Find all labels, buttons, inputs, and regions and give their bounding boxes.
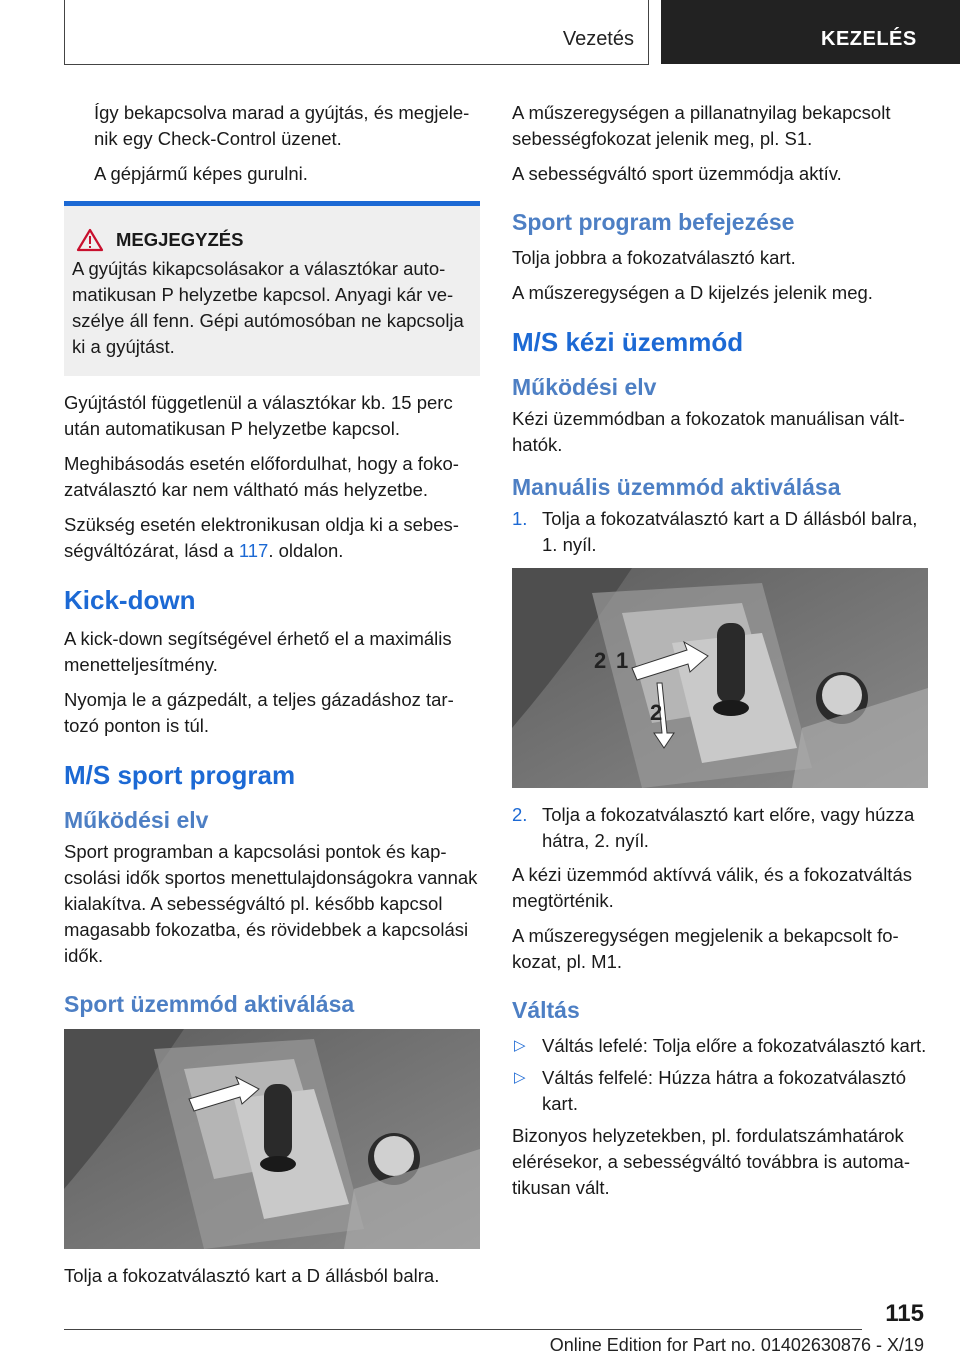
heading-shift: Váltás — [512, 997, 580, 1023]
left-column — [64, 100, 480, 1298]
right-column — [512, 100, 928, 1210]
gear-selector-photo-right — [512, 568, 928, 788]
warning-icon — [76, 228, 104, 252]
paragraph — [64, 512, 480, 564]
header-section — [64, 0, 649, 64]
paragraph: Tolja jobbra a fokozatválasztó kart. — [512, 247, 796, 268]
paragraph: Meghibásodás esetén előfordulhat, hogy a fokozatválasztó kar nem váltható más helyzetbe. — [64, 453, 459, 500]
paragraph: A gépjármű képes gurulni. — [94, 163, 308, 184]
heading-ms-manual: M/S kézi üzemmód — [512, 327, 744, 357]
triangle-bullet-icon: ▷ — [514, 1037, 526, 1054]
header-chapter-title: KEZELÉS — [821, 28, 917, 50]
heading-sport-end: Sport program befejezése — [512, 209, 795, 235]
paragraph: A műszeregységen a D kijelzés jelenik meg. — [512, 282, 873, 303]
note-text: A gyújtás kikapcsolásakor a választókar automatikusan P helyzetbe kapcsol. Anyagi kár veszélye áll fenn. Gépi autómosóban ne kapcsolja ki a gyújtást. — [72, 258, 464, 357]
arrow-label-1: 1 — [616, 648, 629, 673]
photo-caption: Tolja a fokozatválasztó kart a D állásból balra. — [64, 1265, 440, 1286]
text: Szükség esetén elektronikusan oldja ki a sebességváltózárat, lásd a — [64, 514, 459, 561]
page-number: 115 — [885, 1300, 924, 1327]
arrow-label-2-top: 2 — [594, 648, 607, 673]
paragraph: A műszeregységen a pillanatnyilag bekapcsolt sebességfokozat jelenik meg, pl. S1. — [512, 102, 891, 149]
header-chapter — [661, 0, 960, 64]
paragraph: A kézi üzemmód aktívvá válik, és a fokozatváltás megtörténik. — [512, 864, 912, 911]
step-text: Tolja a fokozatválasztó kart előre, vagy húzza hátra, 2. nyíl. — [542, 804, 915, 851]
step-number: 1. — [512, 508, 528, 529]
paragraph: Bizonyos helyzetekben, pl. fordulatszámhatárok elérésekor, a sebességváltó továbbra is automatikusan vált. — [512, 1125, 910, 1198]
list-item — [512, 1033, 928, 1059]
step-number: 2. — [512, 804, 528, 825]
paragraph: Sport programban a kapcsolási pontok és kapcsolási idők sportos menettulajdonságokra vannak kialakítva. A sebességváltó pl. később kapcsol magasabb fokozatba, és rövidebbek a kapcsolási idők. — [64, 841, 478, 966]
triangle-bullet-icon: ▷ — [514, 1069, 526, 1086]
gear-selector-photo-left — [64, 1029, 480, 1249]
list-item — [512, 506, 928, 558]
list-text: Váltás felfelé: Húzza hátra a fokozatválasztó kart. — [542, 1067, 907, 1114]
heading-kickdown: Kick-down — [64, 585, 196, 615]
paragraph: Így bekapcsolva marad a gyújtás, és megjelenik egy Check-Control üzenet. — [94, 102, 470, 149]
steps-list — [512, 506, 928, 558]
note-title: MEGJEGYZÉS — [116, 229, 244, 250]
heading-manual-activate: Manuális üzemmód aktiválása — [512, 474, 841, 500]
paragraph: A sebességváltó sport üzemmódja aktív. — [512, 163, 842, 184]
footer-divider — [64, 1329, 862, 1330]
step-text: Tolja a fokozatválasztó kart a D állásból balra, 1. nyíl. — [542, 508, 918, 555]
steps-list — [512, 802, 928, 854]
paragraph: Nyomja le a gázpedált, a teljes gázadáshoz tartozó ponton is túl. — [64, 689, 454, 736]
text: . oldalon. — [268, 540, 344, 561]
list-item — [512, 802, 928, 854]
heading-principle: Működési elv — [512, 374, 657, 400]
shift-list — [512, 1033, 928, 1117]
heading-ms-sport: M/S sport program — [64, 760, 296, 790]
paragraph: Kézi üzemmódban a fokozatok manuálisan válthatók. — [512, 408, 905, 455]
paragraph: A műszeregységen megjelenik a bekapcsolt fokozat, pl. M1. — [512, 925, 899, 972]
paragraph: Gyújtástól függetlenül a választókar kb. 15 perc után automatikusan P helyzetbe kapcsol. — [64, 392, 453, 439]
arrow-label-2-bottom: 2 — [650, 700, 663, 725]
header-divider — [64, 64, 649, 65]
list-item — [512, 1065, 928, 1117]
footer-text: Online Edition for Part no. 01402630876 - X/19 — [549, 1335, 924, 1355]
note-box — [64, 201, 480, 376]
list-text: Váltás lefelé: Tolja előre a fokozatválasztó kart. — [542, 1035, 927, 1056]
page-link[interactable]: 117 — [238, 540, 269, 561]
heading-sport-activate: Sport üzemmód aktiválása — [64, 991, 355, 1017]
heading-principle: Működési elv — [64, 807, 209, 833]
header-section-title: Vezetés — [562, 28, 634, 50]
paragraph: A kick-down segítségével érhető el a maximális menetteljesítmény. — [64, 628, 452, 675]
